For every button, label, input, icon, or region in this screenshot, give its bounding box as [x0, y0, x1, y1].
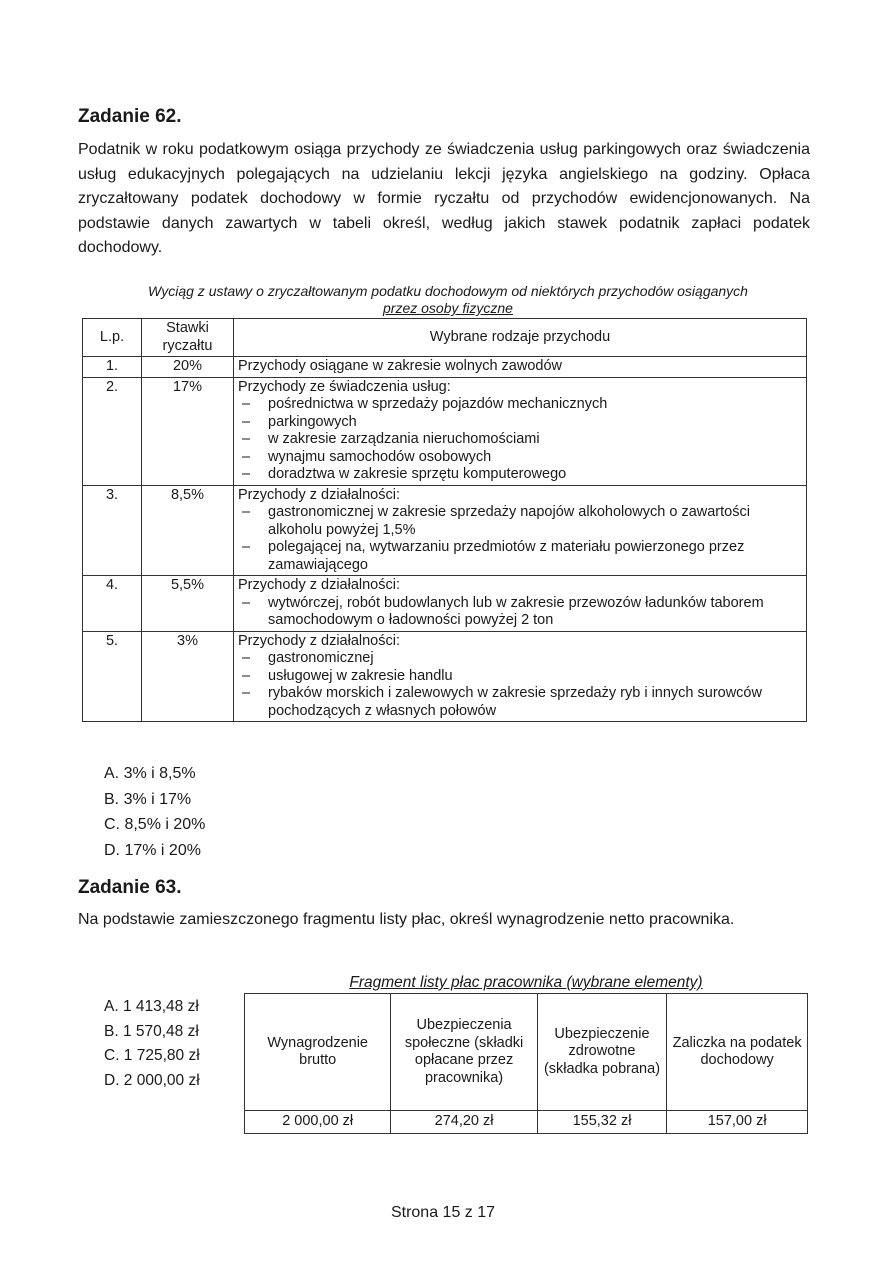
row-rate: 3% [142, 631, 234, 722]
answer-option[interactable]: B. 1 570,48 zł [104, 1022, 199, 1040]
task-62-answers [104, 761, 205, 863]
row-item: – wynajmu samochodów osobowych [268, 449, 802, 467]
table-row [83, 631, 807, 722]
caption-line-1: Wyciąg z ustawy o zryczałtowanym podatku dochodowym od niektórych przychodów osiąganych [148, 283, 748, 299]
row-title: Przychody osiągane w zakresie wolnych zawodów [238, 358, 562, 374]
row-item: – gastronomicznej [268, 650, 802, 668]
answer-option[interactable]: C. 8,5% i 20% [104, 816, 206, 833]
row-rate: 20% [142, 357, 234, 378]
row-lp: 4. [83, 576, 142, 632]
row-description [234, 576, 807, 632]
value-tax: 157,00 zł [667, 1111, 808, 1134]
value-gross: 2 000,00 zł [245, 1111, 391, 1134]
value-health: 155,32 zł [537, 1111, 666, 1134]
table-row [83, 357, 807, 378]
header-rate: Stawki ryczałtu [142, 319, 234, 357]
header-types: Wybrane rodzaje przychodu [234, 319, 807, 357]
answer-option[interactable]: D. 17% i 20% [104, 841, 201, 859]
answer-option[interactable]: B. 3% i 17% [104, 790, 192, 808]
header-gross: Wynagrodzenie brutto [245, 994, 391, 1111]
row-title: Przychody z działalności: [238, 632, 400, 649]
payroll-table [244, 993, 808, 1134]
row-lp: 3. [83, 485, 142, 576]
header-tax: Zaliczka na podatek dochodowy [667, 994, 808, 1111]
row-item: – rybaków morskich i zalewowych w zakresie sprzedaży ryb i innych surowców pochodzących z własnych połowów [268, 685, 802, 720]
task-62-text: Podatnik w roku podatkowym osiąga przychody ze świadczenia usług parkingowych oraz świadczenia usług edukacyjnych polegających na udzielaniu lekcji języka angielskiego na godziny. Opłaca zryczałtowany podatek dochodowy w formie ryczałtu od przychodów ewidencjonowanych. Na podstawie danych zawartych w tabeli określ, według jakich stawek podatnik zapłaci podatek dochodowy. [78, 141, 810, 256]
row-item: – parkingowych [268, 414, 802, 432]
payroll-header-row [245, 994, 808, 1111]
row-item: – usługowej w zakresie handlu [268, 668, 802, 686]
table-header-row [83, 319, 807, 357]
row-description [234, 485, 807, 576]
row-item-list [238, 396, 802, 484]
task-62-title: Zadanie 62. [78, 106, 182, 127]
row-description [234, 631, 807, 722]
table-caption [78, 283, 818, 317]
row-rate: 8,5% [142, 485, 234, 576]
answer-option[interactable]: A. 3% i 8,5% [104, 765, 196, 782]
row-item-list [238, 595, 802, 630]
row-lp: 2. [83, 377, 142, 485]
task-63-answers [104, 995, 200, 1093]
payroll-caption: Fragment listy płac pracownika (wybrane elementy) [349, 974, 703, 991]
row-lp: 1. [83, 357, 142, 378]
row-item-list [238, 504, 802, 574]
row-item-list [238, 650, 802, 720]
row-lp: 5. [83, 631, 142, 722]
header-health: Ubezpieczenie zdrowotne (składka pobrana) [537, 994, 666, 1111]
row-item: – wytwórczej, robót budowlanych lub w zakresie przewozów ładunków taborem samochodowym o ładowności powyżej 2 ton [268, 595, 802, 630]
row-item: – doradztwa w zakresie sprzętu komputerowego [268, 466, 802, 484]
page-number: Strona 15 z 17 [390, 1204, 496, 1221]
row-rate: 5,5% [142, 576, 234, 632]
answer-option[interactable]: D. 2 000,00 zł [104, 1071, 200, 1089]
table-row [83, 576, 807, 632]
tax-rates-table [82, 318, 807, 722]
header-social: Ubezpieczenia społeczne (składki opłacane przez pracownika) [391, 994, 537, 1111]
payroll-values-row [245, 1111, 808, 1134]
row-title: Przychody z działalności: [238, 486, 400, 503]
row-description [234, 357, 807, 378]
table-row [83, 485, 807, 576]
row-item: – gastronomicznej w zakresie sprzedaży napojów alkoholowych o zawartości alkoholu powyżej 1,5% [268, 504, 802, 539]
caption-line-2: przez osoby fizyczne [383, 300, 513, 316]
table-row [83, 377, 807, 485]
row-item: – polegającej na, wytwarzaniu przedmiotów z materiału powierzonego przez zamawiającego [268, 539, 802, 574]
row-description [234, 377, 807, 485]
answer-option[interactable]: A. 1 413,48 zł [104, 998, 199, 1015]
row-title: Przychody ze świadczenia usług: [238, 378, 451, 395]
row-item: – w zakresie zarządzania nieruchomościami [268, 431, 802, 449]
header-lp: L.p. [83, 319, 142, 357]
answer-option[interactable]: C. 1 725,80 zł [104, 1047, 200, 1064]
task-63-text: Na podstawie zamieszczonego fragmentu listy płac, określ wynagrodzenie netto pracownika. [78, 911, 735, 928]
row-rate: 17% [142, 377, 234, 485]
row-title: Przychody z działalności: [238, 577, 400, 593]
value-social: 274,20 zł [391, 1111, 537, 1134]
task-63-title: Zadanie 63. [78, 877, 182, 898]
row-item: – pośrednictwa w sprzedaży pojazdów mechanicznych [268, 396, 802, 414]
